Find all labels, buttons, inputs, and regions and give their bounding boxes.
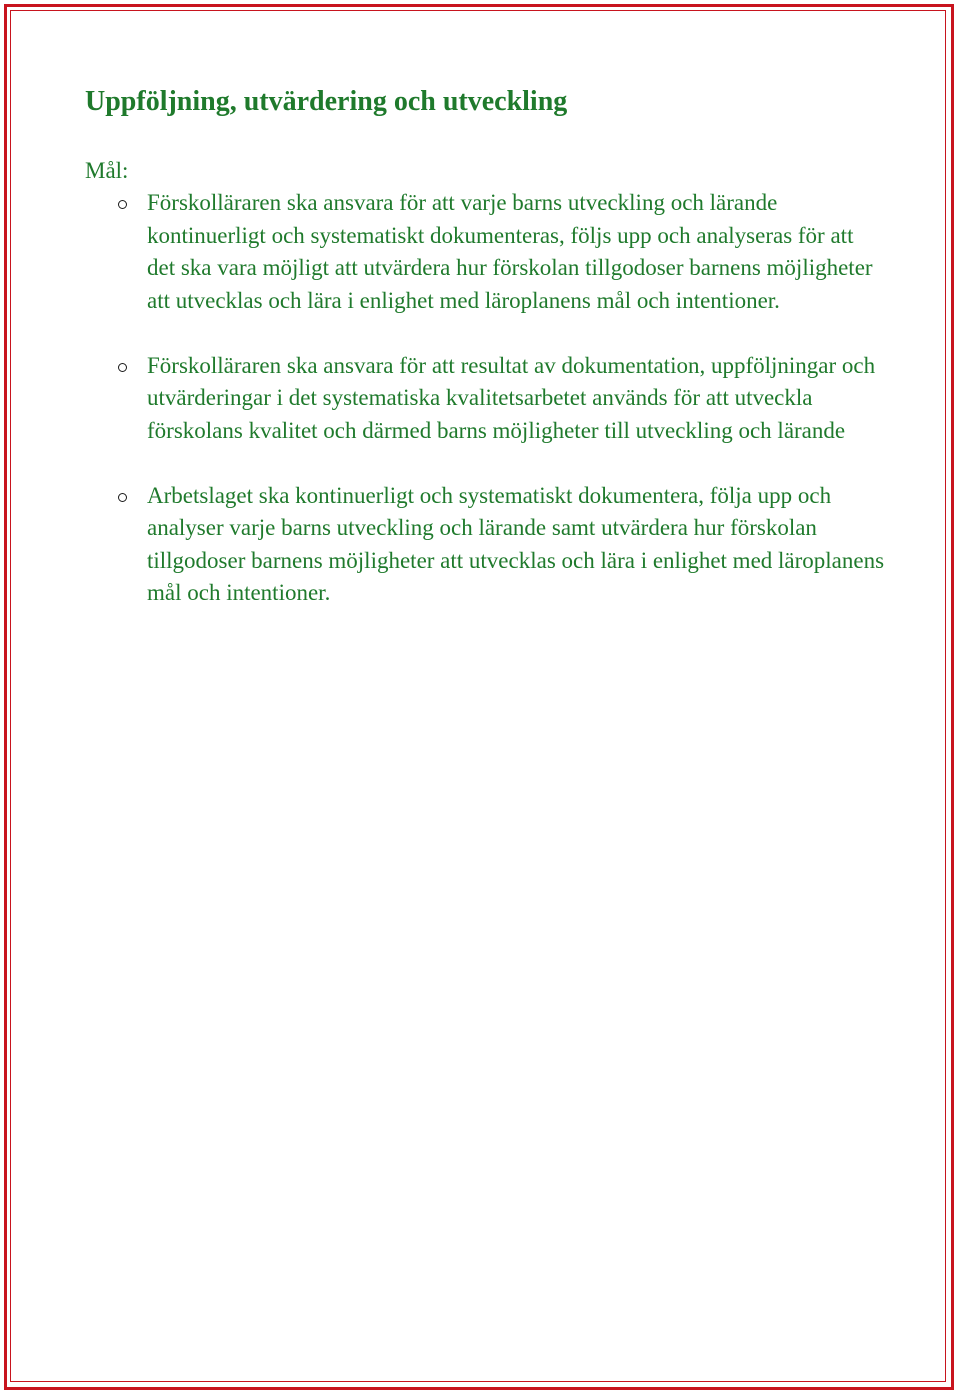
goals-list <box>85 187 885 610</box>
goals-label: Mål: <box>85 158 129 183</box>
page-title: Uppföljning, utvärdering och utveckling <box>85 86 568 117</box>
goal-item <box>85 187 885 317</box>
circle-bullet-icon <box>118 200 127 209</box>
goal-text: Förskolläraren ska ansvara för att varje barns utveckling och lärande kontinuerligt och systematiskt dokumenteras, följs upp och analyseras för att det ska vara möjligt att utvärdera hur förskolan tillgodoser barnens möjligheter att utvecklas och lära i enlighet med läroplanens mål och intentioner. <box>147 190 873 313</box>
circle-bullet-icon <box>118 493 127 502</box>
circle-bullet-icon <box>118 363 127 372</box>
goal-item <box>85 350 885 448</box>
document-body <box>85 82 885 610</box>
goal-text: Förskolläraren ska ansvara för att resultat av dokumentation, uppföljningar och utvärderingar i det systematiska kvalitetsarbetet används för att utveckla förskolans kvalitet och därmed barns möjligheter till utveckling och lärande <box>147 352 876 443</box>
goal-item <box>85 480 885 610</box>
goal-text: Arbetslaget ska kontinuerligt och systematiskt dokumentera, följa upp och analyser varje barns utveckling och lärande samt utvärdera hur förskolan tillgodoser barnens möjligheter att utvecklas och lära i enlighet med läroplanens mål och intentioner. <box>147 482 885 605</box>
